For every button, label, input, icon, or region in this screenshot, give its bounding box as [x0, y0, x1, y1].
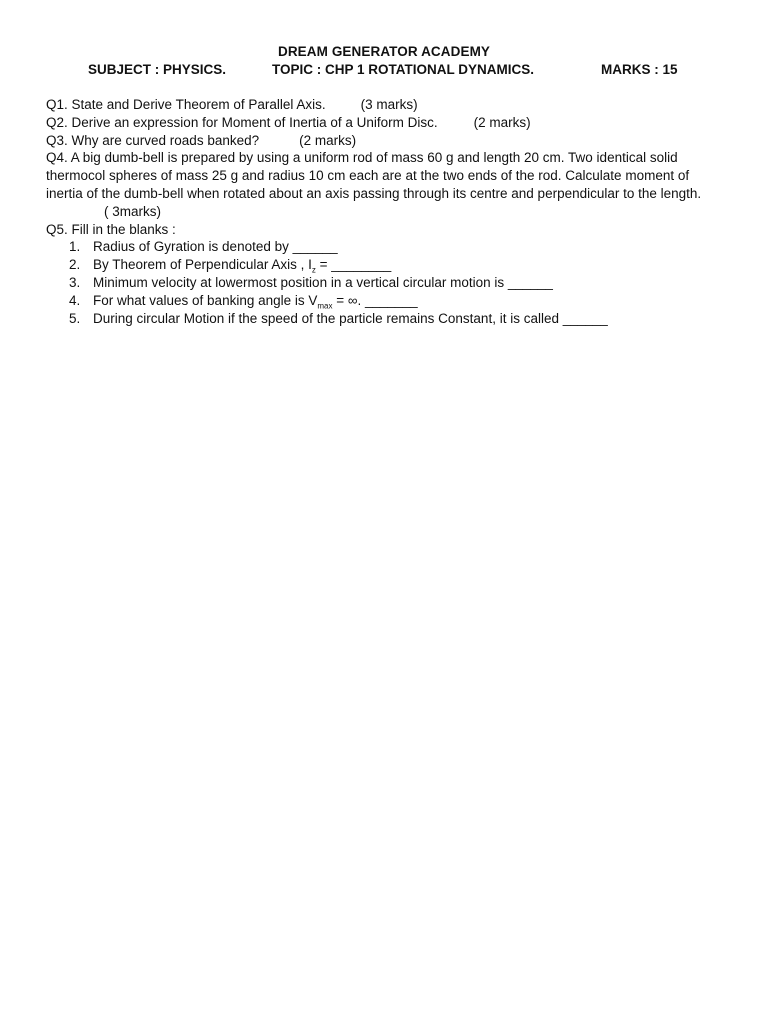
question-marks: (3 marks): [360, 97, 418, 112]
list-item: [46, 274, 726, 292]
item-number: 2.: [69, 257, 81, 273]
question-5-heading: Q5. Fill in the blanks :: [46, 221, 176, 237]
item-text-post: = ________: [315, 257, 392, 273]
question-marks: ( 3marks): [104, 203, 161, 219]
academy-title: DREAM GENERATOR ACADEMY: [277, 44, 491, 59]
question-4: [46, 149, 726, 220]
item-subscript: max: [317, 301, 333, 311]
question-text: Q2. Derive an expression for Moment of Inertia of a Uniform Disc.: [46, 114, 438, 130]
topic-label: TOPIC : CHP 1 ROTATIONAL DYNAMICS.: [272, 62, 535, 77]
item-number: 4.: [69, 292, 81, 308]
fill-in-blanks-list: [46, 238, 726, 327]
question-text: Q3. Why are curved roads banked?: [46, 132, 260, 148]
list-item: [46, 292, 726, 310]
item-text: During circular Motion if the speed of the particle remains Constant, it is called ______: [93, 310, 608, 326]
item-number: 1.: [69, 239, 81, 255]
question-2: [46, 114, 726, 132]
question-text: Q4. A big dumb-bell is prepared by using a uniform rod of mass 60 g and length 20 cm. Two identical solid thermocol spheres of mass 25 g and radius 10 cm each are at the two ends of the rod. Calculate moment of inertia of the dumb-bell when rotated about an axis passing through its centre and perpendicular to the length.: [46, 150, 702, 201]
question-marks: (2 marks): [299, 132, 357, 148]
list-item: [46, 310, 726, 328]
item-text: Minimum velocity at lowermost position in a vertical circular motion is ______: [93, 274, 553, 290]
question-text: Q1. State and Derive Theorem of Parallel Axis.: [46, 97, 326, 112]
item-number: 5.: [69, 310, 81, 326]
subject-label: SUBJECT : PHYSICS.: [88, 62, 227, 77]
question-list: [46, 96, 726, 327]
total-marks-label: MARKS : 15: [601, 62, 678, 77]
question-1: [46, 96, 726, 114]
list-item: [46, 256, 726, 274]
exam-header-row: [0, 62, 768, 80]
item-text-post: = ∞. _______: [332, 292, 418, 308]
question-3: [46, 132, 726, 150]
list-item: [46, 238, 726, 256]
item-text-pre: By Theorem of Perpendicular Axis , I: [93, 257, 312, 273]
item-subscript: z: [311, 265, 316, 275]
question-marks: (2 marks): [473, 114, 531, 130]
item-text-pre: For what values of banking angle is V: [93, 292, 318, 308]
item-text: Radius of Gyration is denoted by ______: [93, 239, 338, 255]
item-number: 3.: [69, 274, 81, 290]
